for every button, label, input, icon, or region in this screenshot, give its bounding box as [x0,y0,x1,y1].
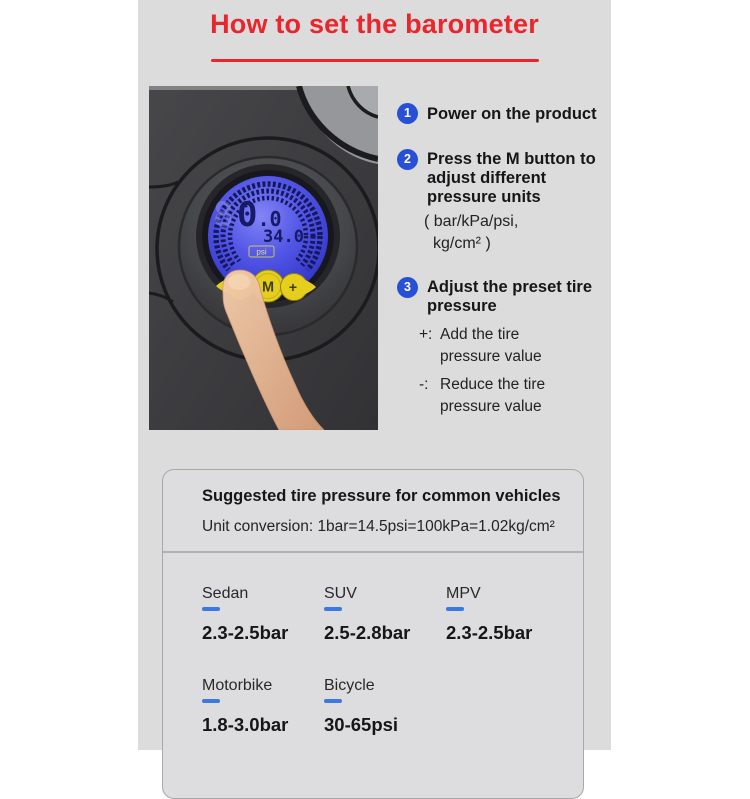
step-3-badge: 3 [397,277,418,298]
step-1-badge: 1 [397,103,418,124]
step-3-sub-add [419,324,560,367]
step-1-title: Power on the product [427,105,597,123]
add-text: Add the tire pressure value [440,326,542,365]
reduce-text: Reduce the tire pressure value [440,376,546,415]
vehicle-value: 2.3-2.5bar [446,621,533,643]
table-title: Suggested tire pressure for common vehicles [202,487,561,505]
table-divider [163,551,583,553]
step-2-badge: 2 [397,149,418,170]
vehicle-label: Bicycle [324,677,375,694]
lcd-value-frac: .0 [257,207,282,231]
step-2-title: Press the M button to adjust different pressure units [427,150,596,206]
plus-button-label: + [288,279,298,295]
lcd-unit-label: psi [256,247,267,257]
vehicle-value: 2.5-2.8bar [324,621,411,643]
label-underline [324,607,342,611]
lcd-value-int: 0 [237,195,258,235]
vehicle-label: Motorbike [202,677,273,694]
label-underline [446,607,464,611]
vehicle-label: SUV [324,585,357,602]
label-underline [202,607,220,611]
vehicle-label: Sedan [202,585,249,602]
label-underline [324,699,342,703]
label-underline [202,699,220,703]
vehicle-cell-suv [324,584,444,645]
units-note-line1: ( bar/kPa/psi, [424,213,519,230]
add-prefix: +: [419,326,433,343]
step-3-title: Adjust the preset tire pressure [427,278,593,315]
vehicle-value: 30-65psi [324,713,399,735]
vehicle-cell-motorbike [202,676,322,737]
vehicle-label: MPV [446,585,481,602]
vehicle-value: 2.3-2.5bar [202,621,289,643]
units-note-line2: kg/cm² ) [433,235,491,252]
inflator-illustration [149,86,378,430]
step-2-units-note [424,211,518,255]
lcd-preset-value: 34.0 [263,227,304,247]
product-photo [149,86,378,430]
steps-list [397,0,607,470]
vehicle-cell-sedan [202,584,322,645]
fingertip-highlight [228,274,250,290]
vehicle-cell-bicycle [324,676,444,737]
unit-conversion: Unit conversion: 1bar=14.5psi=100kPa=1.02kg/cm² [202,518,555,535]
lcd-ghost-digit: 8 [213,195,234,235]
step-3-sub-reduce [419,374,560,417]
vehicle-cell-mpv [446,584,566,645]
mode-button-label: M [261,279,275,296]
page-title: How to set the barometer [210,9,539,39]
reduce-prefix: -: [419,376,429,393]
vehicle-value: 1.8-3.0bar [202,713,289,735]
content-panel [138,0,611,750]
